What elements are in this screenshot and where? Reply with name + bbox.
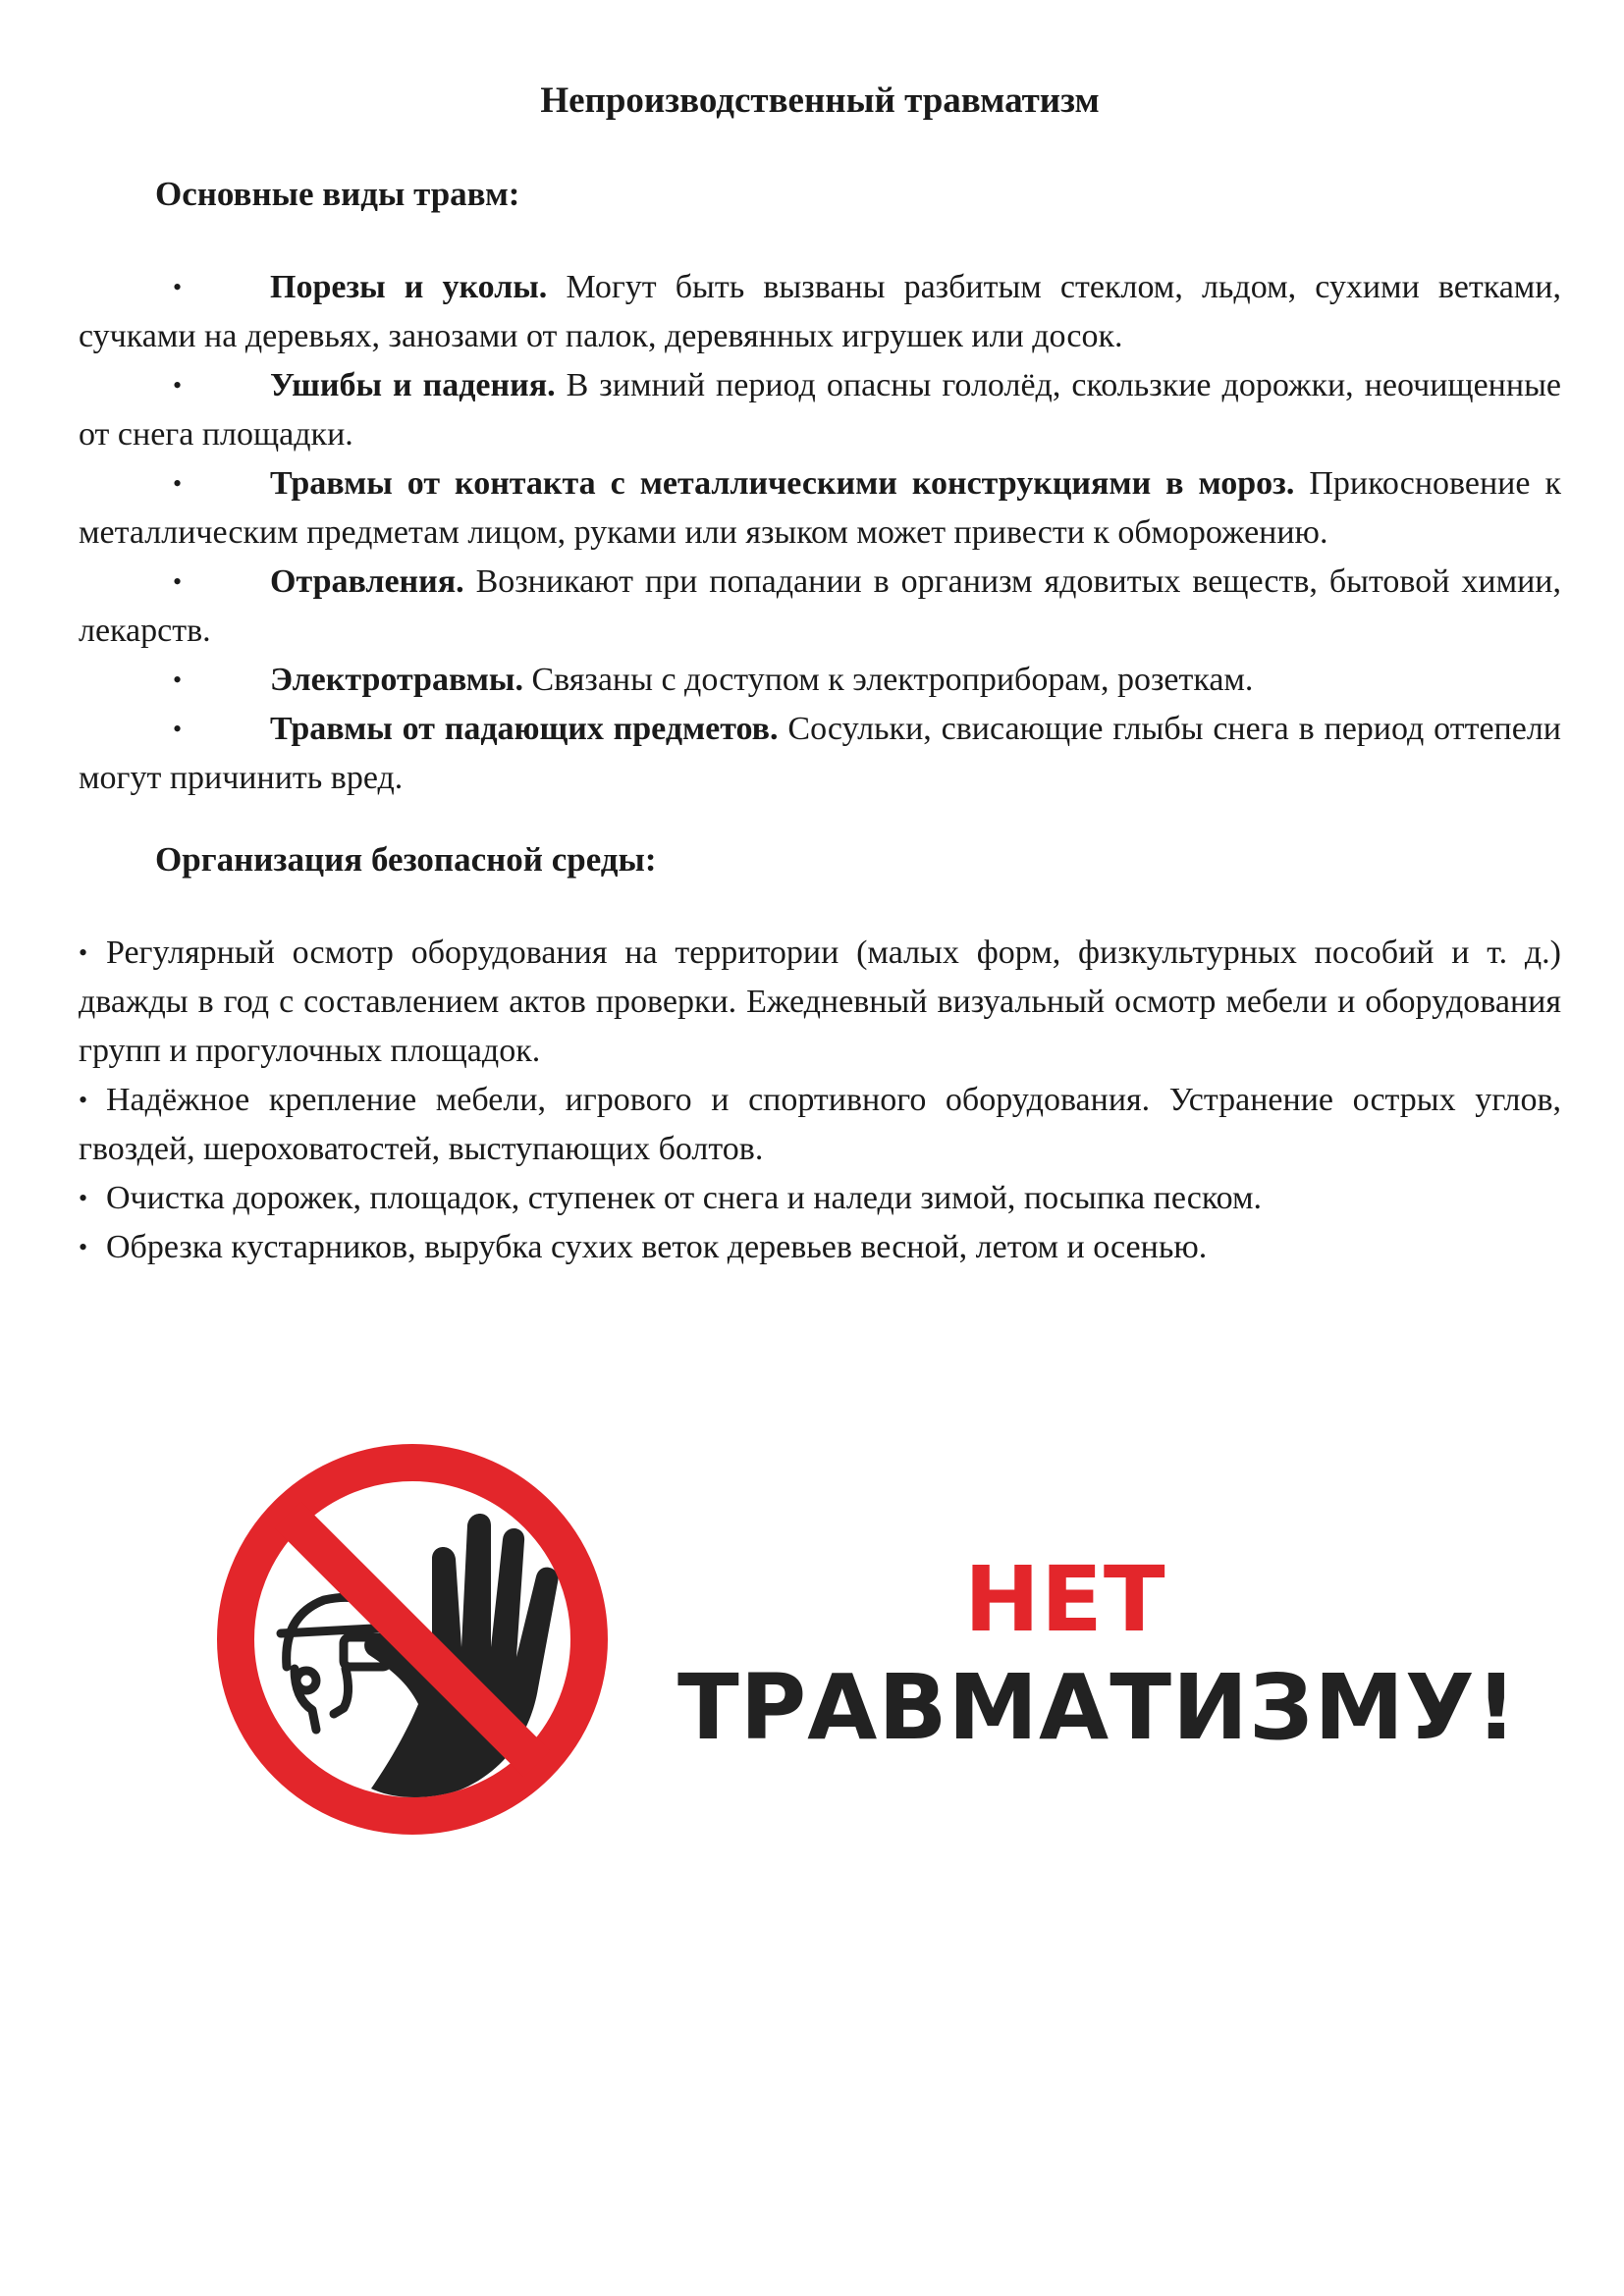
environment-text: Надёжное крепление мебели, игрового и спортивного оборудования. Устранение острых углов, гвоздей, шероховатостей, выступающих болтов.: [79, 1082, 1561, 1167]
injury-text: Сосульки, свисающие глыбы снега в период оттепели могут причинить вред.: [79, 711, 1561, 796]
injuries-heading: Основные виды травм:: [155, 175, 520, 213]
environment-heading: Организация безопасной среды:: [155, 840, 657, 879]
injury-title: Электротравмы.: [270, 662, 523, 698]
bullet: •: [173, 567, 183, 596]
injury-text: Могут быть вызваны разбитым стеклом, льдом, сухими ветками, сучками на деревьях, занозами от палок, деревянных игрушек или досок.: [79, 269, 1561, 354]
environment-item: [79, 929, 1561, 1076]
injury-text: Возникают при попадании в организм ядовитых веществ, бытовой химии, лекарств.: [79, 563, 1561, 649]
injury-item: [79, 361, 1561, 459]
no-injury-banner: [196, 1423, 1518, 1895]
injury-title: Травмы от контакта с металлическими конструкциями в мороз.: [270, 465, 1295, 502]
bullet: •: [173, 469, 183, 498]
banner-line2: ТРАВМАТИЗМУ!: [677, 1655, 1518, 1760]
bullet: •: [173, 666, 183, 694]
bullet: •: [79, 938, 88, 967]
prohibition-stop-hand-icon: [196, 1423, 628, 1855]
injuries-list: [79, 263, 1561, 803]
environment-list: [79, 929, 1561, 1272]
document-body: [79, 77, 1561, 1272]
injury-title: Ушибы и падения.: [270, 367, 556, 403]
injury-title: Отравления.: [270, 563, 464, 600]
environment-item: [79, 1174, 1561, 1223]
environment-item: [79, 1076, 1561, 1174]
injury-item: [79, 263, 1561, 361]
environment-item: [79, 1223, 1561, 1272]
injury-item: [79, 656, 1561, 705]
injury-text: В зимний период опасны гололёд, скользкие дорожки, неочищенные от снега площадки.: [79, 367, 1562, 453]
injury-title: Порезы и уколы.: [270, 269, 548, 305]
environment-text: Обрезка кустарников, вырубка сухих веток деревьев весной, летом и осенью.: [106, 1229, 1208, 1265]
injury-item: [79, 558, 1561, 656]
bullet: •: [79, 1086, 88, 1114]
bullet: •: [173, 371, 183, 400]
document-title: Непроизводственный травматизм: [540, 80, 1100, 121]
environment-text: Очистка дорожек, площадок, ступенек от снега и наледи зимой, посыпка песком.: [106, 1180, 1263, 1216]
environment-text: Регулярный осмотр оборудования на территории (малых форм, физкультурных пособий и т. д.) дважды в год с составлением актов проверки. Ежедневный визуальный осмотр мебели и оборудования групп и прогулочных площадок.: [79, 934, 1561, 1069]
injury-text: Прикосновение к металлическим предметам лицом, руками или языком может привести к обморожению.: [79, 465, 1561, 551]
bullet: •: [173, 715, 183, 743]
injury-item: [79, 459, 1561, 558]
bullet: •: [79, 1184, 88, 1212]
injury-title: Травмы от падающих предметов.: [270, 711, 779, 747]
banner-line1: НЕТ: [964, 1547, 1166, 1652]
bullet: •: [79, 1233, 88, 1261]
bullet: •: [173, 273, 183, 301]
injury-text: Связаны с доступом к электроприборам, розеткам.: [522, 662, 1254, 698]
injury-item: [79, 705, 1561, 803]
